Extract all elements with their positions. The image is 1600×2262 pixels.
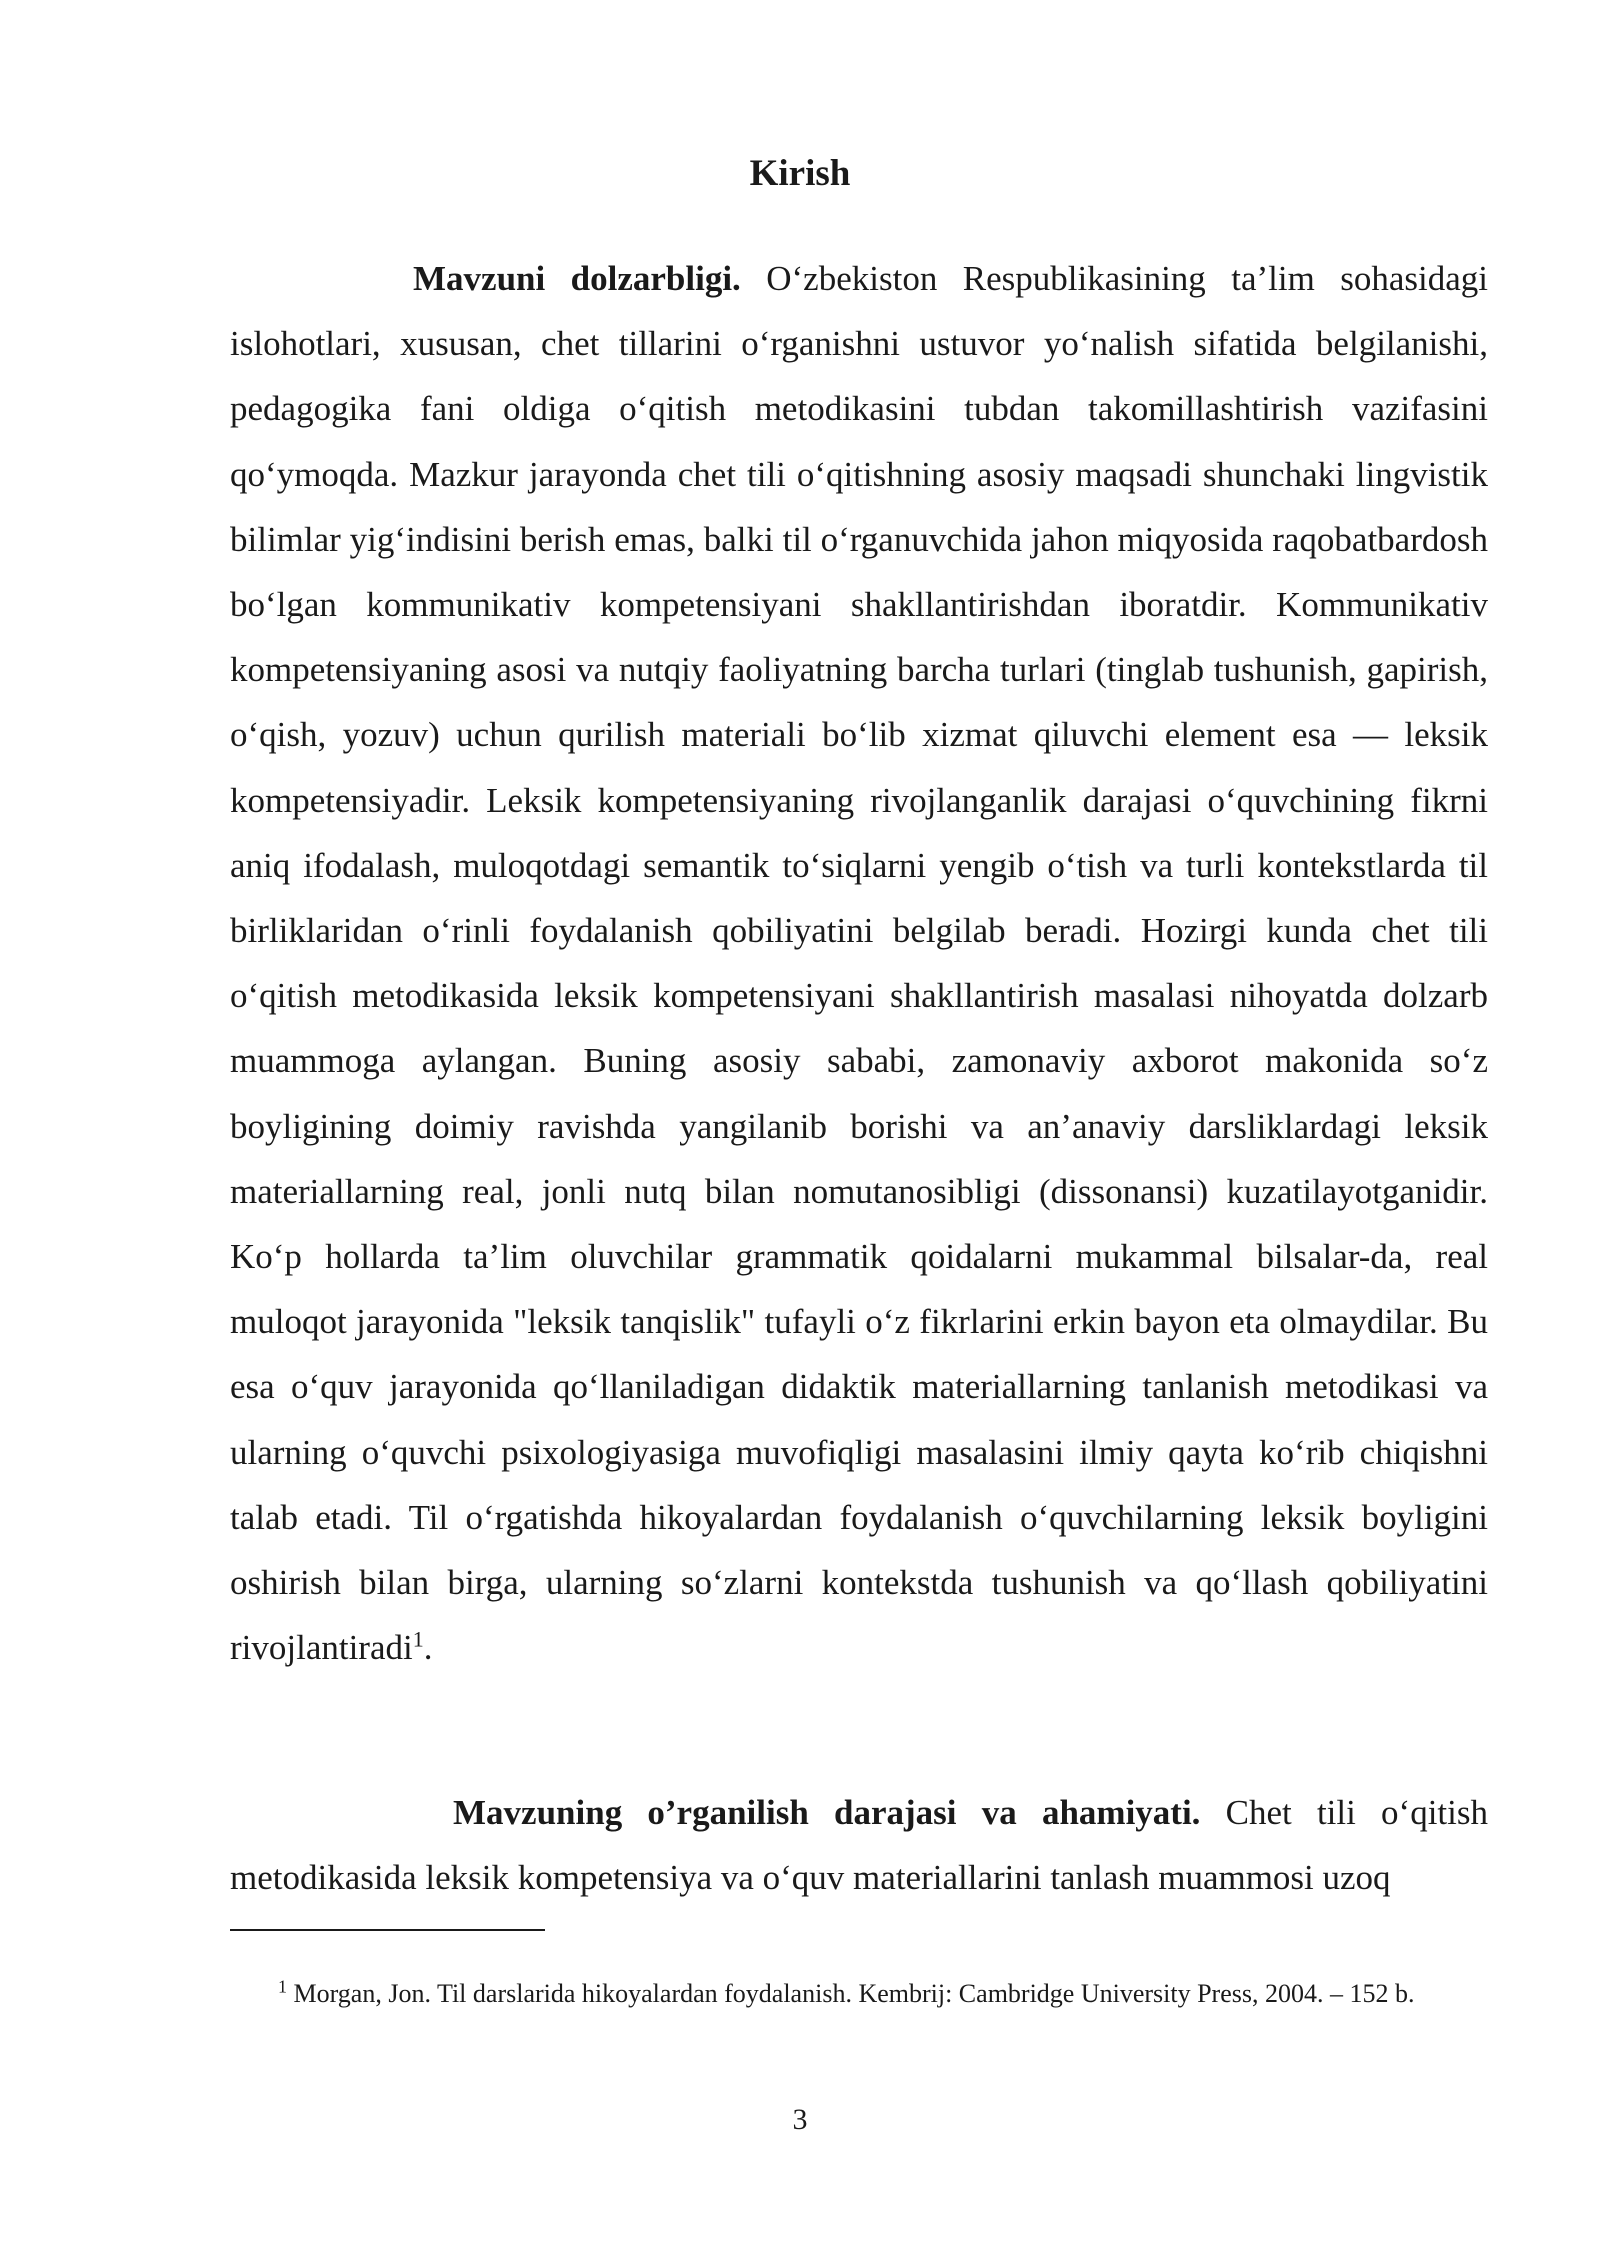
paragraph-lead-study-level: Mavzuning o’rganilish darajasi va ahamiyati. bbox=[453, 1793, 1201, 1832]
page-number: 3 bbox=[792, 2103, 808, 2136]
footnote-marker: 1 bbox=[278, 1976, 287, 1997]
paragraph-study-level bbox=[230, 1780, 1488, 1910]
paragraph-tail: . bbox=[423, 1628, 433, 1668]
footnote bbox=[278, 1974, 1498, 2014]
paragraph-relevance bbox=[230, 246, 1488, 1680]
paragraph-lead-relevance: Mavzuni dolzarbligi. bbox=[413, 259, 741, 298]
paragraph-body-relevance: O‘zbekiston Respublikasining ta’lim sohasidagi islohotlari, xususan, chet tillarini o‘rganishni ustuvor yo‘nalish sifatida belgilanishi, pedagogika fani oldiga o‘qitish metodikasini tubdan takomillashtirish vazifasini qo‘ymoqda. Mazkur jarayonda chet tili o‘qitishning asosiy maqsadi shunchaki lingvistik bilimlar yig‘indisini berish emas, balki til o‘rganuvchida jahon miqyosida raqobatbardosh bo‘lgan kommunikativ kompetensiyani shakllantirishdan iboratdir. Kommunikativ kompetensiyaning asosi va nutqiy faoliyatning barcha turlari (tinglab tushunish, gapirish, o‘qish, yozuv) uchun qurilish materiali bo‘lib xizmat qiluvchi element esa — leksik kompetensiyadir. Leksik kompetensiyaning rivojlanganlik darajasi o‘quvchining fikrni aniq ifodalash, muloqotdagi semantik to‘siqlarni yengib o‘tish va turli kontekstlarda til birliklaridan o‘rinli foydalanish qobiliyatini belgilab beradi. Hozirgi kunda chet tili o‘qitish metodikasida leksik kompetensiyani shakllantirish masalasi nihoyatda dolzarb muammoga aylangan. Buning asosiy sababi, zamonaviy axborot makonida so‘z boyligining doimiy ravishda yangilanib borishi va an’anaviy darsliklardagi leksik materiallarning real, jonli nutq bilan nomutanosibligi (dissonansi) kuzatilayotganidir. Ko‘p hollarda ta’lim oluvchilar grammatik qoidalarni mukammal bilsalar-da, real muloqot jarayonida "leksik tanqislik" tufayli o‘z fikrlarini erkin bayon eta olmaydilar. Bu esa o‘quv jarayonida qo‘llaniladigan didaktik materiallarning tanlanish metodikasi va ularning o‘quvchi psixologiyasiga muvofiqligi masalasini ilmiy qayta ko‘rib chiqishni talab etadi. Til o‘rgatishda hikoyalardan foydalanish o‘quvchilarning leksik boyligini oshirish bilan birga, ularning so‘zlarni kontekstda tushunish va qo‘llash qobiliyatini rivojlantiradi bbox=[230, 259, 1489, 1668]
footnote-divider bbox=[230, 1929, 545, 1931]
footnote-text: Morgan, Jon. Til darslarida hikoyalardan foydalanish. Kembrij: Cambridge University Press, 2004. – 152 b. bbox=[293, 1979, 1415, 2008]
footnote-reference[interactable]: 1 bbox=[412, 1626, 424, 1652]
page-title: Kirish bbox=[749, 153, 851, 194]
paragraph-body-study-level: Chet tili o‘qitish metodikasida leksik kompetensiya va o‘quv materiallarini tanlash muammosi uzoq bbox=[230, 1793, 1488, 1898]
